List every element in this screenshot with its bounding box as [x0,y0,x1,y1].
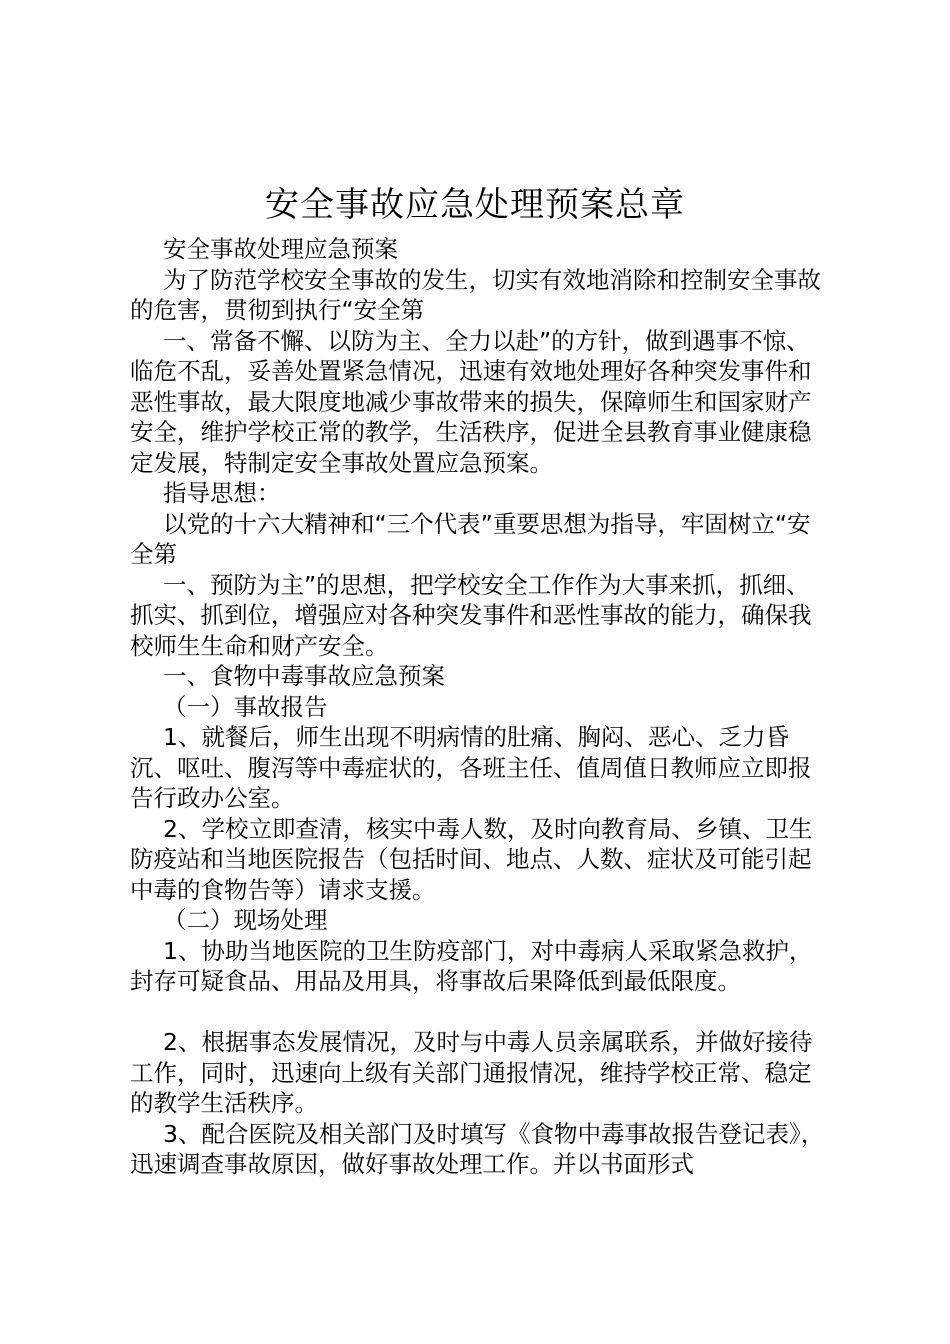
paragraph-report-item-2: 2、学校立即查清，核实中毒人数，及时向教育局、乡镇、卫生防疫站和当地医院报告（包括时间、地点、人数、症状及可能引起中毒的食物告等）请求支援。 [130,814,813,904]
subsection-heading-report: （一）事故报告 [163,692,328,721]
paragraph-principle: 一、常备不懈、以防为主、全力以赴”的方针，做到遇事不惊、临危不乱，妥善处置紧急情况，迅速有效地处理好各种突发事件和恶性事故，最大限度地减少事故带来的损失，保障师生和国家财产安全，维护学校正常的教学，生活秩序，促进全县教育事业健康稳定发展，特制定安全事故处置应急预案。 [130,326,812,477]
paragraph-purpose: 为了防范学校安全事故的发生，切实有效地消除和控制安全事故的危害，贯彻到执行“安全第 [130,265,821,324]
paragraph-report-item-1: 1、就餐后，师生出现不明病情的肚痛、胸闷、恶心、乏力昏沉、呕吐、腹泻等中毒症状的，各班主任、值周值日教师应立即报告行政办公室。 [130,723,812,812]
document-body [130,234,830,1180]
document-title: 安全事故应急处理预案总章 [265,185,685,225]
paragraph-guiding-heading: 指导思想： [163,479,281,507]
paragraph-onsite-item-1: 1、协助当地医院的卫生防疫部门，对中毒病人采取紧急救护，封存可疑食品、用品及用具，将事故后果降低到最低限度。 [130,936,813,995]
section-heading-food-poisoning: 一、食物中毒事故应急预案 [163,662,445,690]
paragraph-onsite-item-2: 2、根据事态发展情况，及时与中毒人员亲属联系，并做好接待工作，同时，迅速向上级有关部门通报情况，维持学校正常、稳定的教学生活秩序。 [130,1028,813,1117]
paragraph-guiding-text: 以党的十六大精神和“三个代表”重要思想为指导，牢固树立“安全第 [130,509,811,568]
paragraph-prevention: 一、预防为主”的思想，把学校安全工作作为大事来抓，抓细、抓实、抓到位，增强应对各种突发事件和恶性事故的能力，确保我校师生生命和财产安全。 [130,570,812,660]
blank-line [130,997,830,1028]
paragraph-onsite-item-3: 3、配合医院及相关部门及时填写《食物中毒事故报告登记表》，迅速调查事故原因，做好事故处理工作。并以书面形式 [130,1119,825,1178]
subsection-heading-onsite: （二）现场处理 [163,906,328,934]
paragraph-subtitle: 安全事故处理应急预案 [163,235,398,263]
